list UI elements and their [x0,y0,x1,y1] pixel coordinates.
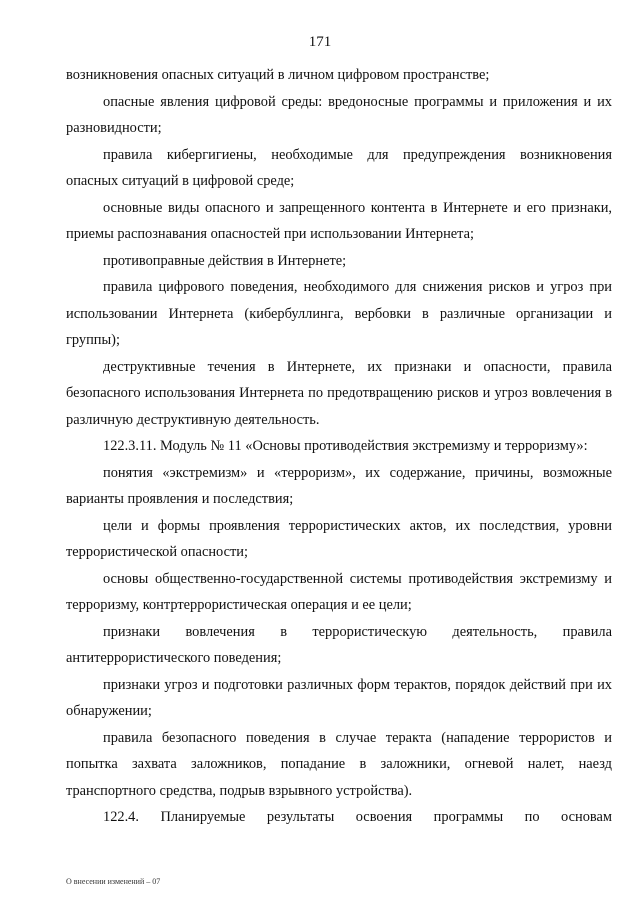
paragraph: противоправные действия в Интернете; [103,252,347,269]
paragraph: опасные явления цифровой среды: вредоносные программы и приложения и их разновидности; [66,93,612,136]
paragraph: правила безопасного поведения в случае теракта (нападение террористов и попытка захвата заложников, попадание в заложники, огневой налет, наезд транспортного средства, подрыв взрывного устройства). [66,729,612,799]
paragraph: правила кибергигиены, необходимые для предупреждения возникновения опасных ситуаций в цифровой среде; [66,146,612,189]
section-heading-paragraph: 122.4. Планируемые результаты освоения программы по основам [103,809,612,825]
paragraph: цели и формы проявления террористических актов, их последствия, уровни террористической опасности; [66,517,612,560]
paragraph: основы общественно-государственной системы противодействия экстремизму и терроризму, контртеррористическая операция и ее цели; [66,570,612,613]
paragraph: основные виды опасного и запрещенного контента в Интернете и его признаки, приемы распознавания опасностей при использовании Интернета; [66,199,612,242]
paragraph: признаки вовлечения в террористическую деятельность, правила антитеррористического поведения; [66,623,612,666]
paragraph: понятия «экстремизм» и «терроризм», их содержание, причины, возможные варианты проявления и последствия; [66,464,612,507]
section-heading-paragraph: 122.3.11. Модуль № 11 «Основы противодействия экстремизму и терроризму»: [103,438,588,454]
footer-note: О внесении изменений – 07 [66,877,161,886]
page-number: 171 [308,34,332,50]
paragraph: признаки угроз и подготовки различных форм терактов, порядок действий при их обнаружении; [66,676,612,719]
document-body [66,62,612,831]
paragraph: деструктивные течения в Интернете, их признаки и опасности, правила безопасного использования Интернета по предотвращению рисков и угроз вовлечения в различную деструктивную деятельность. [66,358,612,428]
paragraph: правила цифрового поведения, необходимого для снижения рисков и угроз при использовании Интернета (кибербуллинга, вербовки в различные организации и группы); [66,279,612,348]
paragraph: возникновения опасных ситуаций в личном цифровом пространстве; [66,67,490,83]
